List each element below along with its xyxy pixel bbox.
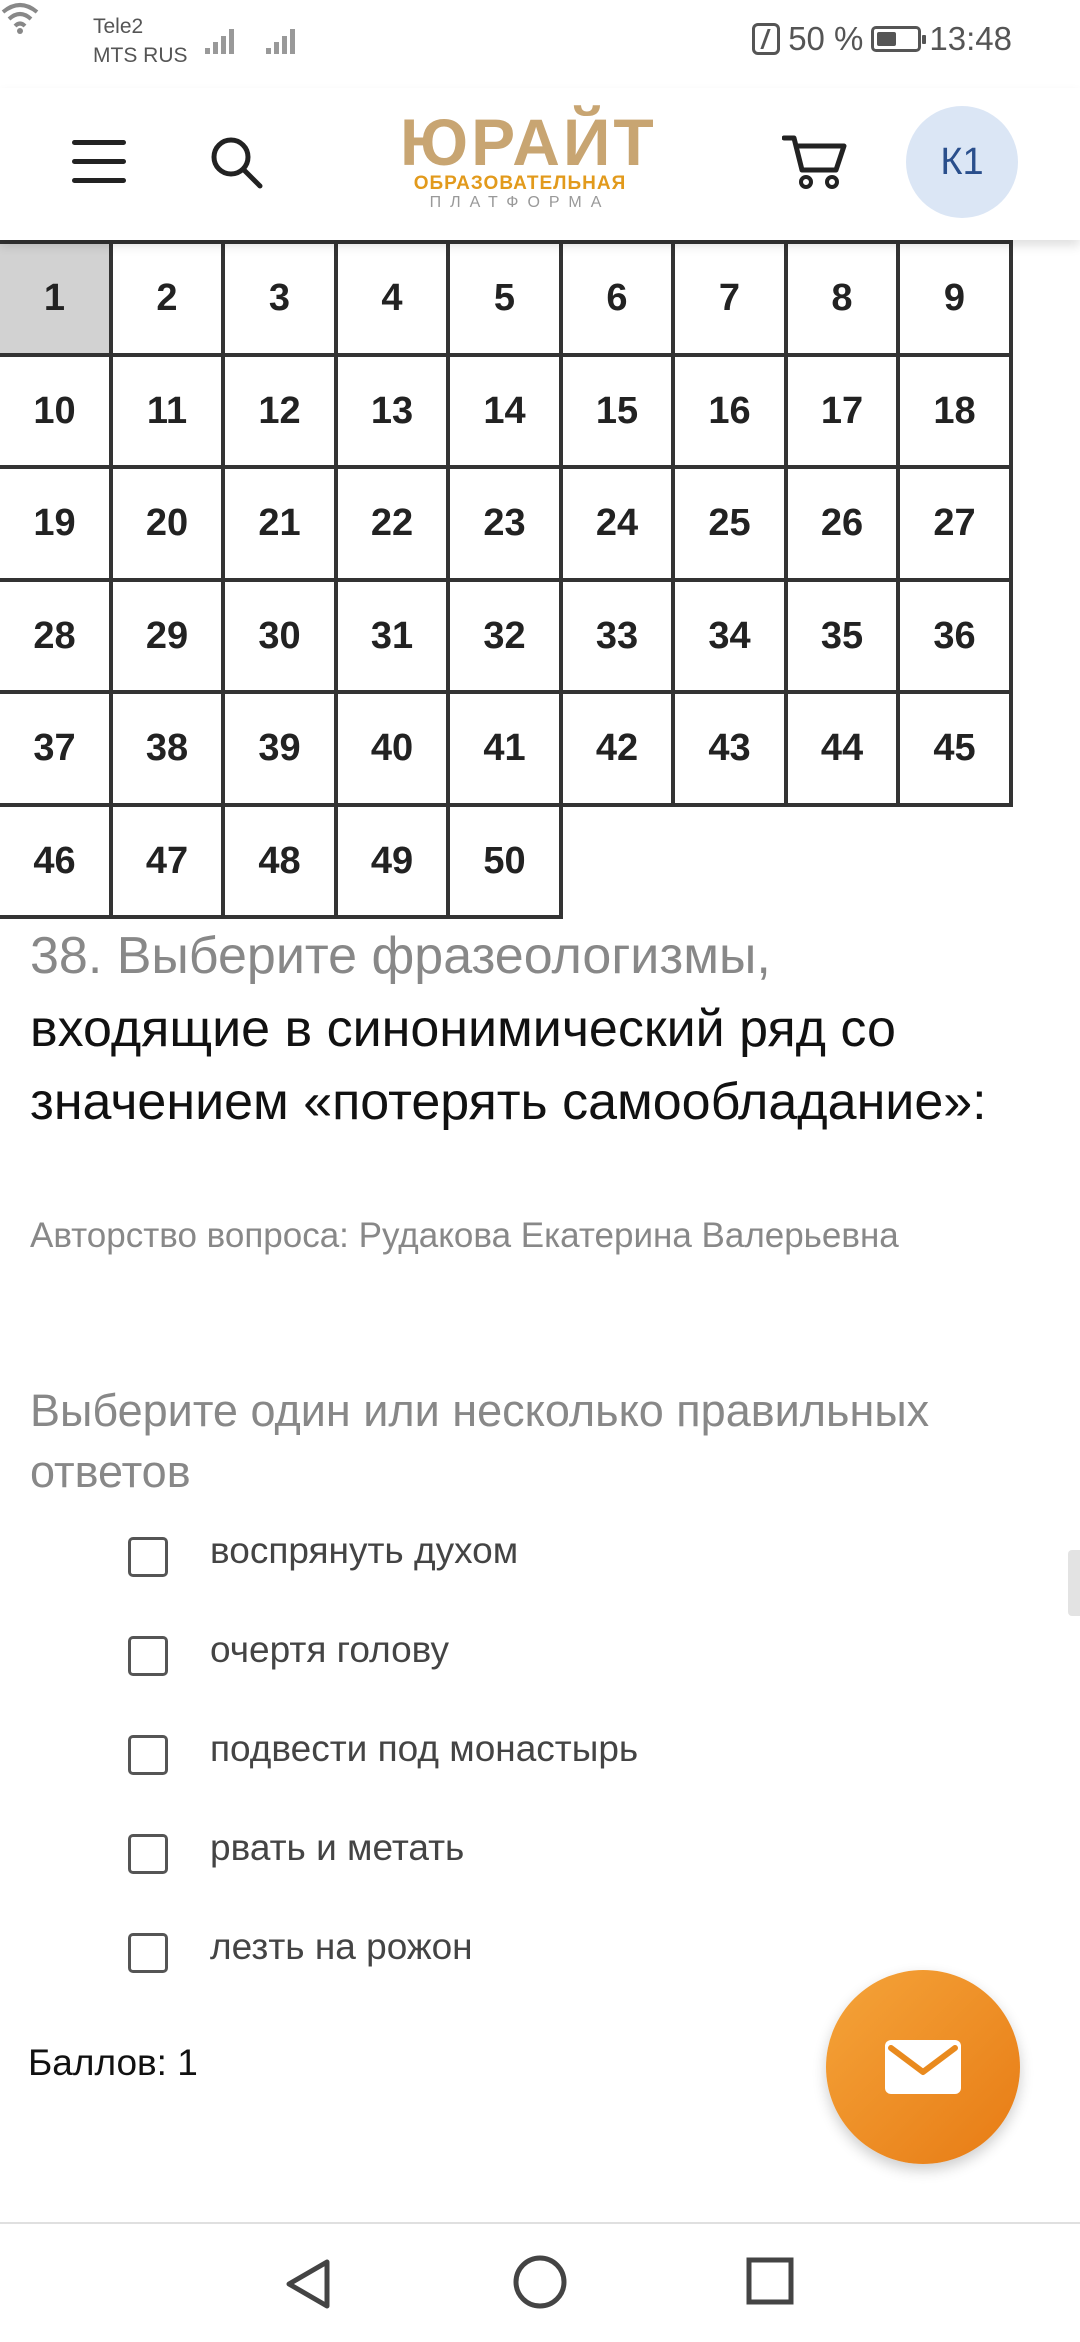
answer-instruction: Выберите один или несколько правильных ответов: [30, 1385, 930, 1497]
answer-checkbox[interactable]: [128, 1537, 168, 1577]
logo-subtitle-2: ПЛАТФОРМА: [429, 194, 611, 211]
question-author: Авторство вопроса: Рудакова Екатерина Валерьевна: [30, 1216, 899, 1255]
question-number-cell[interactable]: 46: [0, 803, 113, 919]
question-number-cell[interactable]: 26: [784, 465, 900, 582]
question-number-cell[interactable]: 17: [784, 353, 900, 469]
status-bar: [0, 0, 1080, 88]
answer-checkbox[interactable]: [128, 1636, 168, 1676]
answer-label: рвать и метать: [210, 1827, 465, 1868]
logo[interactable]: [400, 105, 657, 220]
question-number-cell[interactable]: 38: [109, 690, 225, 807]
answer-checkbox[interactable]: [128, 1933, 168, 1973]
answer-checkbox[interactable]: [128, 1735, 168, 1775]
question-number-cell[interactable]: 1: [0, 240, 113, 357]
question-number-cell[interactable]: 44: [784, 690, 900, 807]
question-number-cell[interactable]: 9: [896, 240, 1013, 357]
question-number-cell[interactable]: 30: [221, 578, 338, 694]
question-number-cell[interactable]: 2: [109, 240, 225, 357]
question-number-cell[interactable]: 13: [334, 353, 450, 469]
question-number-cell[interactable]: 3: [221, 240, 338, 357]
question-number-cell[interactable]: 34: [671, 578, 788, 694]
question-number-cell[interactable]: 7: [671, 240, 788, 357]
carrier-2: MTS RUS: [93, 44, 188, 67]
recent-apps-icon[interactable]: [745, 2256, 795, 2306]
question-number-cell[interactable]: 15: [559, 353, 675, 469]
answer-label: очертя голову: [210, 1629, 450, 1670]
question-number-cell[interactable]: 48: [221, 803, 338, 919]
message-button[interactable]: [826, 1970, 1020, 2164]
mail-icon: [885, 2040, 961, 2094]
signal-icon: [205, 26, 239, 56]
question-number-cell[interactable]: 32: [446, 578, 563, 694]
battery-percent: 50 %: [788, 20, 864, 57]
answer-option[interactable]: [128, 1822, 978, 1892]
answer-checkbox[interactable]: [128, 1834, 168, 1874]
question-number-cell[interactable]: 24: [559, 465, 675, 582]
question-number-cell[interactable]: 47: [109, 803, 225, 919]
answer-option[interactable]: [128, 1921, 978, 1991]
question-number-cell[interactable]: 43: [671, 690, 788, 807]
question-number-cell[interactable]: 50: [446, 803, 563, 919]
question-number-cell[interactable]: 41: [446, 690, 563, 807]
question-number-cell[interactable]: 40: [334, 690, 450, 807]
cart-icon[interactable]: [782, 132, 848, 192]
question-number-cell[interactable]: 23: [446, 465, 563, 582]
question-number-cell[interactable]: 10: [0, 353, 113, 469]
question-number-cell[interactable]: 6: [559, 240, 675, 357]
scroll-handle[interactable]: [1068, 1550, 1080, 1616]
question-number-cell[interactable]: 21: [221, 465, 338, 582]
carrier-names: [93, 12, 188, 70]
question-number-cell[interactable]: 14: [446, 353, 563, 469]
answer-label: лезть на рожон: [210, 1926, 473, 1967]
question-text: [30, 920, 990, 1139]
question-number-cell[interactable]: 5: [446, 240, 563, 357]
question-number-cell[interactable]: 31: [334, 578, 450, 694]
question-number-cell[interactable]: 25: [671, 465, 788, 582]
signal-icon: [266, 26, 300, 56]
logo-title: ЮРАЙТ: [400, 105, 657, 179]
avatar[interactable]: К1: [906, 106, 1018, 218]
carrier-1: Tele2: [93, 15, 144, 38]
home-icon[interactable]: [512, 2254, 568, 2310]
question-number-cell[interactable]: 39: [221, 690, 338, 807]
question-number-cell[interactable]: 37: [0, 690, 113, 807]
app-header: [0, 88, 1080, 240]
status-right: [752, 20, 1012, 58]
answer-label: воспрянуть духом: [210, 1530, 519, 1571]
logo-subtitle-1: ОБРАЗОВАТЕЛЬНАЯ: [413, 173, 627, 194]
question-number-cell[interactable]: 42: [559, 690, 675, 807]
question-text-part1: Выберите фразеологизмы,: [116, 927, 771, 985]
question-text-rest: входящие в синонимический ряд со значением «потерять самообладание»:: [30, 1000, 987, 1131]
question-number-cell[interactable]: 18: [896, 353, 1013, 469]
question-number-cell[interactable]: 12: [221, 353, 338, 469]
wifi-icon: [0, 0, 40, 36]
question-number-cell[interactable]: 45: [896, 690, 1013, 807]
answer-option[interactable]: [128, 1723, 978, 1793]
question-number-cell[interactable]: 27: [896, 465, 1013, 582]
system-nav-bar: [0, 2222, 1080, 2342]
nfc-icon: [752, 23, 780, 55]
score-label: Баллов: 1: [28, 2042, 198, 2083]
question-number-cell[interactable]: 8: [784, 240, 900, 357]
question-number-cell[interactable]: 29: [109, 578, 225, 694]
battery-icon: [871, 26, 921, 52]
question-number-cell[interactable]: 19: [0, 465, 113, 582]
question-number-cell[interactable]: 22: [334, 465, 450, 582]
back-icon[interactable]: [283, 2256, 333, 2312]
answer-label: подвести под монастырь: [210, 1728, 639, 1769]
question-number-cell[interactable]: 11: [109, 353, 225, 469]
answer-option[interactable]: [128, 1624, 978, 1694]
menu-icon[interactable]: [72, 140, 126, 184]
question-number-cell[interactable]: 33: [559, 578, 675, 694]
question-number-cell[interactable]: 28: [0, 578, 113, 694]
question-number-cell[interactable]: 16: [671, 353, 788, 469]
question-number-cell[interactable]: 49: [334, 803, 450, 919]
question-number-cell[interactable]: 4: [334, 240, 450, 357]
question-number: 38.: [30, 927, 103, 985]
clock: 13:48: [929, 20, 1012, 57]
search-icon[interactable]: [208, 134, 264, 190]
question-number-cell[interactable]: 36: [896, 578, 1013, 694]
answer-option[interactable]: [128, 1525, 978, 1595]
question-number-cell[interactable]: 20: [109, 465, 225, 582]
question-number-cell[interactable]: 35: [784, 578, 900, 694]
